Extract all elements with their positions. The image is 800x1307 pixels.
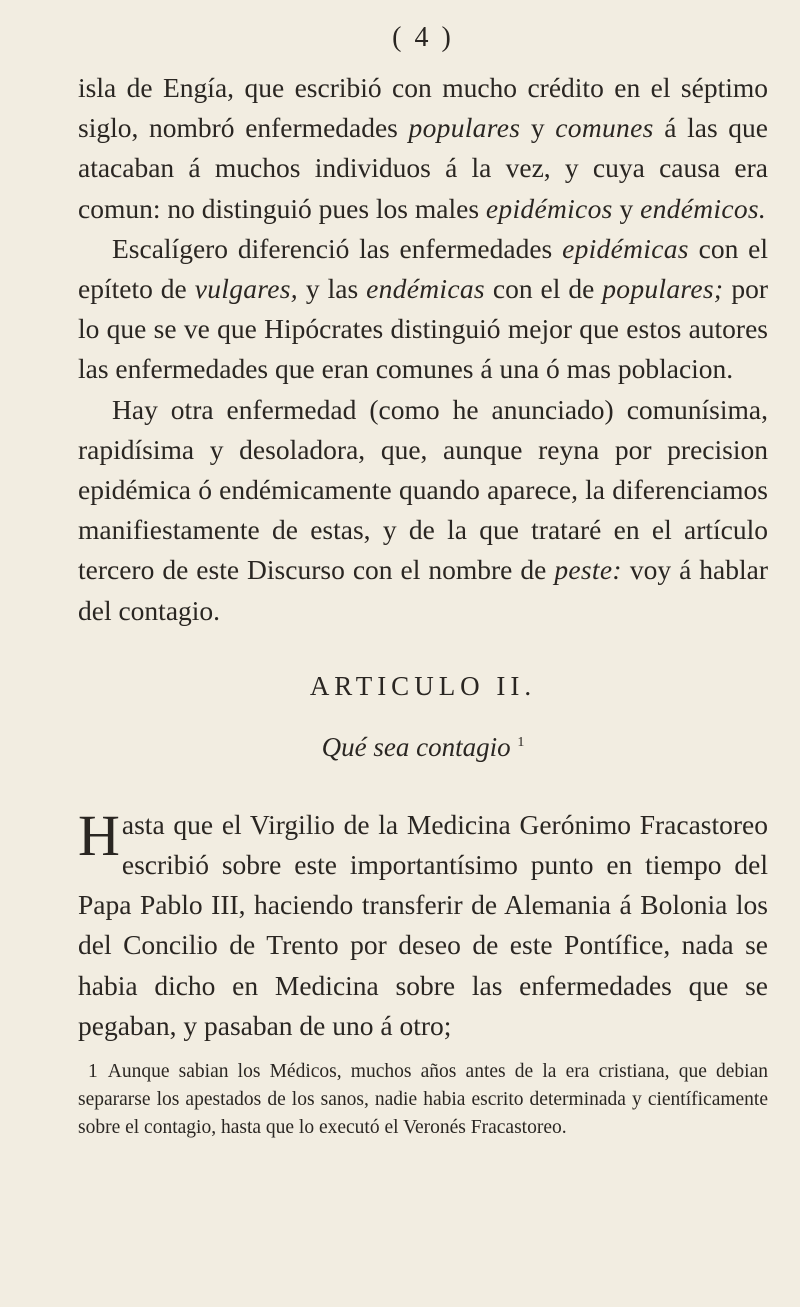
para2-run-2: con el epíteto de xyxy=(78,232,768,305)
para3-run-0: Hay otra enfermedad (como he anunciado) comunísima, rapidísima y desoladora, que, aunque reyna por precision epidémica ó endémicamente quando aparece, la diferenciamos manifiestamente de estas, y de la que trataré en el artículo tercero de este Discurso con el nombre de xyxy=(78,393,768,586)
footnote-number: 1 xyxy=(88,1061,98,1083)
paragraph-4-text: asta que el Virgilio de la Medicina Gerónimo Fracastoreo escribió sobre este importantísimo punto en tiempo del Papa Pablo III, haciendo transferir de Alemania á Bolonia los del Concilio de Trento por deseo de este Pontífice, nada se habia dicho en Medicina sobre las enfermedades que se pegaban, y pasaban de uno á otro; xyxy=(78,808,768,1041)
para2-run-5-italic: endémicas xyxy=(366,273,485,305)
para3-run-2: voy á hablar del contagio. xyxy=(78,554,769,626)
para1-run-5-italic: epidémicos xyxy=(485,192,613,224)
article-subtitle-text: Qué sea contagio xyxy=(321,731,511,762)
article-subtitle xyxy=(78,732,768,763)
para3-run-1-italic: peste: xyxy=(554,554,622,586)
para2-run-4: y las xyxy=(297,273,367,305)
paragraph-1 xyxy=(78,68,768,229)
footnote xyxy=(78,1058,768,1142)
para1-run-1-italic: populares xyxy=(408,112,521,144)
page-number: ( 4 ) xyxy=(392,22,454,53)
para1-run-7-italic: endémicos. xyxy=(640,192,767,224)
para1-run-3-italic: comunes xyxy=(555,112,654,144)
paragraph-3 xyxy=(78,390,768,631)
para2-run-8: por lo que se ve que Hipócrates distinguió mejor que estos autores las enfermedades que eran comunes á una ó mas poblacion. xyxy=(78,273,768,385)
para1-run-6: y xyxy=(612,192,641,224)
book-page xyxy=(78,22,768,1162)
para2-run-3-italic: vulgares, xyxy=(194,273,298,305)
para2-run-7-italic: populares; xyxy=(602,273,724,305)
para1-run-0: isla de Engía, que escribió con mucho crédito en el séptimo siglo, nombró enfermedades xyxy=(78,72,768,144)
para2-run-1-italic: epidémicas xyxy=(562,232,689,264)
paragraph-2 xyxy=(78,229,768,390)
para1-run-2: y xyxy=(520,112,556,144)
paragraph-4 xyxy=(78,802,768,1046)
article-heading: ARTICULO II. xyxy=(309,670,537,701)
para2-run-0: Escalígero diferenció las enfermedades xyxy=(112,232,563,264)
drop-cap: H xyxy=(78,802,120,868)
para2-run-6: con el de xyxy=(484,273,603,305)
footnote-text: Aunque sabian los Médicos, muchos años antes de la era cristiana, que debian separarse los apestados de los sanos, nadie habia escrito determinada y científicamente sobre el contagio, hasta que lo executó el Veronés Fracastoreo. xyxy=(78,1061,768,1139)
footnote-reference: 1 xyxy=(517,734,525,750)
para1-run-4: á las que atacaban á muchos individuos á la vez, y cuya causa era comun: no distinguió pues los males xyxy=(78,112,769,224)
